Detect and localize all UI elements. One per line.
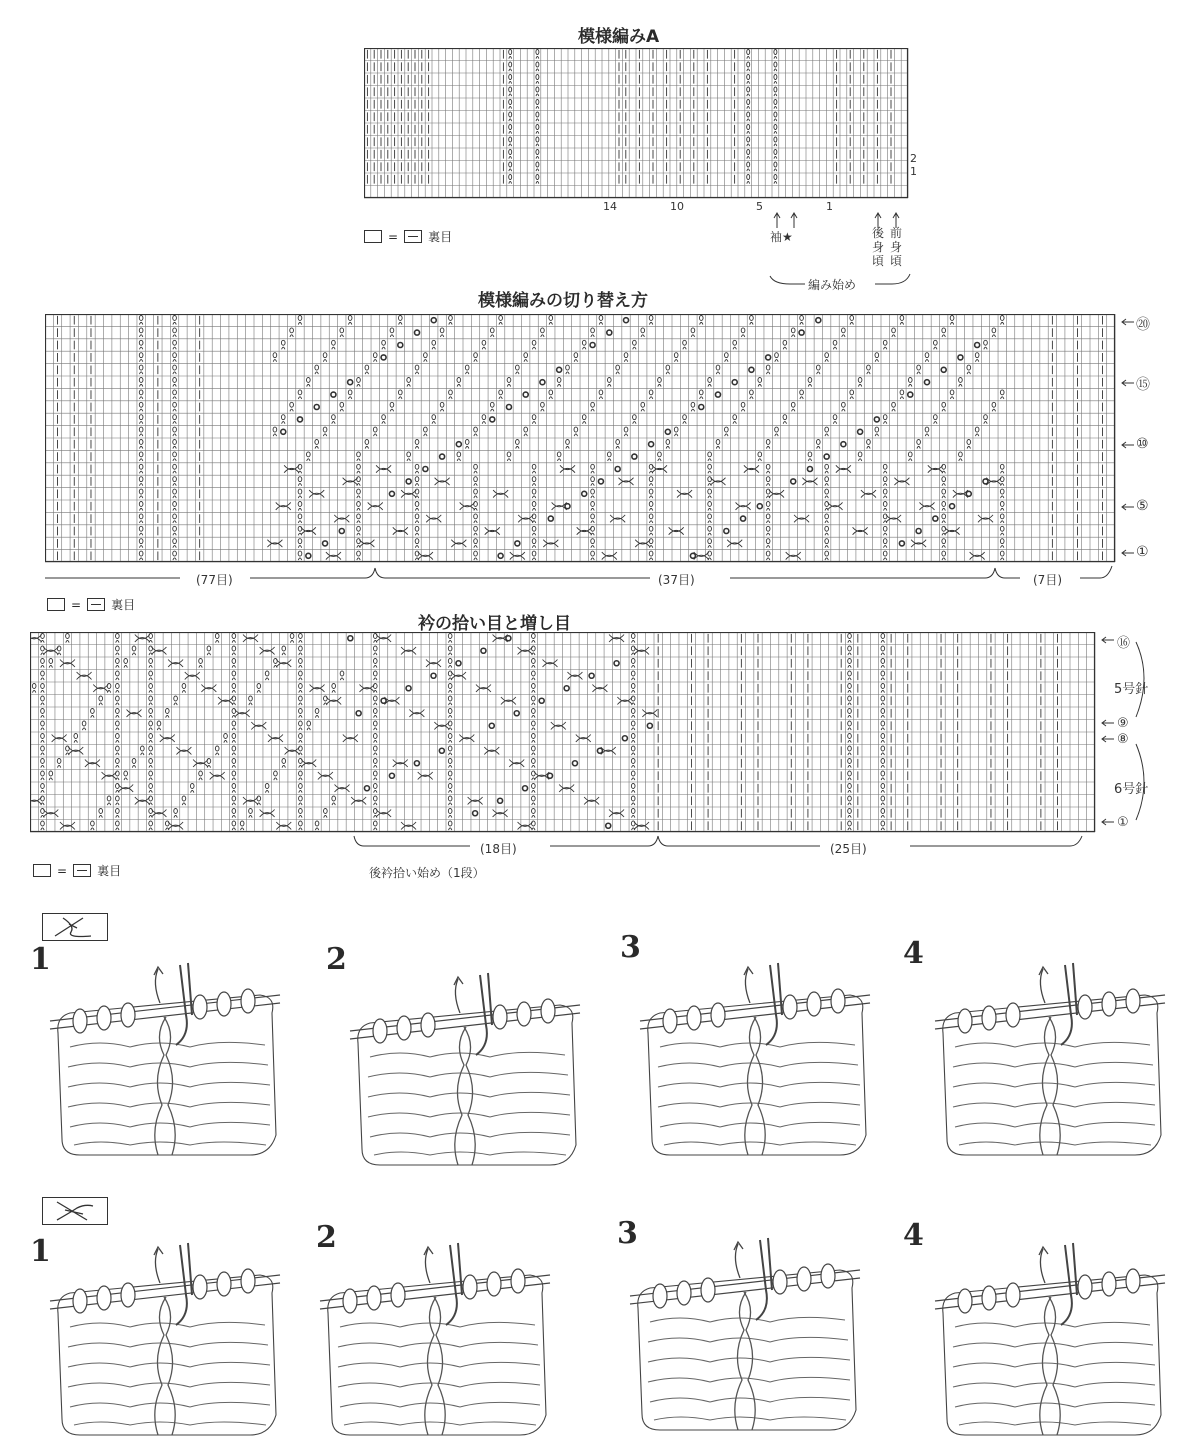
chart-c-count-18: (18目) xyxy=(480,842,517,856)
chart-c-row-9: ⑨ xyxy=(1117,716,1129,731)
chart-c-title: 衿の拾い目と増し目 xyxy=(418,614,571,634)
chart-c-grid xyxy=(30,632,1100,842)
illustration-4a xyxy=(925,955,1175,1165)
chart-c-count-brackets xyxy=(350,832,1100,858)
chart-b-row-20: ⑳ xyxy=(1136,317,1150,333)
step-3b-number: 3 xyxy=(617,1216,638,1251)
illustration-1b xyxy=(40,1235,290,1445)
step-4b-number: 4 xyxy=(903,1218,924,1253)
chart-c-row-1: ① xyxy=(1117,815,1129,830)
illustration-2b xyxy=(310,1235,560,1445)
illustration-2a xyxy=(340,965,590,1175)
chart-b-row-1: ① xyxy=(1136,544,1149,560)
chart-a-title: 模様編みA xyxy=(578,27,660,47)
chart-c-side-marks xyxy=(1100,632,1160,837)
step-1a-number: 1 xyxy=(30,942,51,977)
legend-purl-text: 裏目 xyxy=(111,598,136,612)
chart-b-grid xyxy=(45,314,1120,566)
legend-purl-text: 裏目 xyxy=(428,230,453,244)
chart-b-row-10: ⑩ xyxy=(1136,436,1149,452)
chart-c-row-8: ⑧ xyxy=(1117,732,1129,747)
legend-equals: = xyxy=(71,597,82,612)
step-2a-number: 2 xyxy=(326,942,347,977)
chart-a-row-1: 1 xyxy=(910,165,917,178)
chart-b-title: 模様編みの切り替え方 xyxy=(478,291,648,311)
purl-symbol xyxy=(404,230,422,243)
marker-front-body: 前身頃 xyxy=(889,226,902,268)
illustration-3b xyxy=(620,1230,870,1440)
illustration-1a xyxy=(40,955,290,1165)
blank-cell-symbol xyxy=(364,230,382,243)
needle-size-6: 6号針 xyxy=(1114,782,1149,797)
chart-a-col-14: 14 xyxy=(603,200,617,213)
marker-sleeve: 袖★ xyxy=(770,230,793,244)
chart-b-count-7: (7目) xyxy=(1033,573,1062,587)
chart-a-row-2: 2 xyxy=(910,152,917,165)
needle-size-5: 5号針 xyxy=(1114,682,1149,697)
back-collar-pickup-note: 後衿拾い始め（1段） xyxy=(369,866,485,880)
step-2b-number: 2 xyxy=(316,1220,337,1255)
chart-a-col-1: 1 xyxy=(826,200,833,213)
chart-a-legend xyxy=(364,228,452,245)
legend-equals: = xyxy=(388,229,399,244)
purl-symbol xyxy=(73,864,91,877)
chart-a-grid xyxy=(364,48,924,214)
marker-back-body: 後身頃 xyxy=(871,226,884,268)
chart-b-legend xyxy=(47,596,135,613)
step-4a-number: 4 xyxy=(903,936,924,971)
chart-c-legend xyxy=(33,862,121,879)
chart-b-row-5: ⑤ xyxy=(1136,498,1149,514)
right-cross-symbol xyxy=(42,1197,108,1225)
illustration-3a xyxy=(630,955,880,1165)
marker-start: 編み始め xyxy=(808,278,857,292)
chart-b-count-77: (77目) xyxy=(196,573,233,587)
left-cross-icon xyxy=(43,914,107,940)
left-cross-symbol xyxy=(42,913,108,941)
right-cross-icon xyxy=(43,1198,107,1224)
step-1b-number: 1 xyxy=(30,1234,51,1269)
blank-cell-symbol xyxy=(33,864,51,877)
legend-purl-text: 裏目 xyxy=(97,864,122,878)
chart-c-count-25: (25目) xyxy=(830,842,867,856)
blank-cell-symbol xyxy=(47,598,65,611)
chart-b-row-15: ⑮ xyxy=(1136,377,1150,393)
illustration-4b xyxy=(925,1235,1175,1445)
legend-equals: = xyxy=(57,863,68,878)
chart-b-count-37: (37目) xyxy=(658,573,695,587)
purl-symbol xyxy=(87,598,105,611)
chart-a-col-10: 10 xyxy=(670,200,684,213)
step-3a-number: 3 xyxy=(620,930,641,965)
chart-b-row-arrows xyxy=(1120,314,1138,564)
chart-c-row-16: ⑯ xyxy=(1117,636,1131,651)
chart-a-col-5: 5 xyxy=(756,200,763,213)
